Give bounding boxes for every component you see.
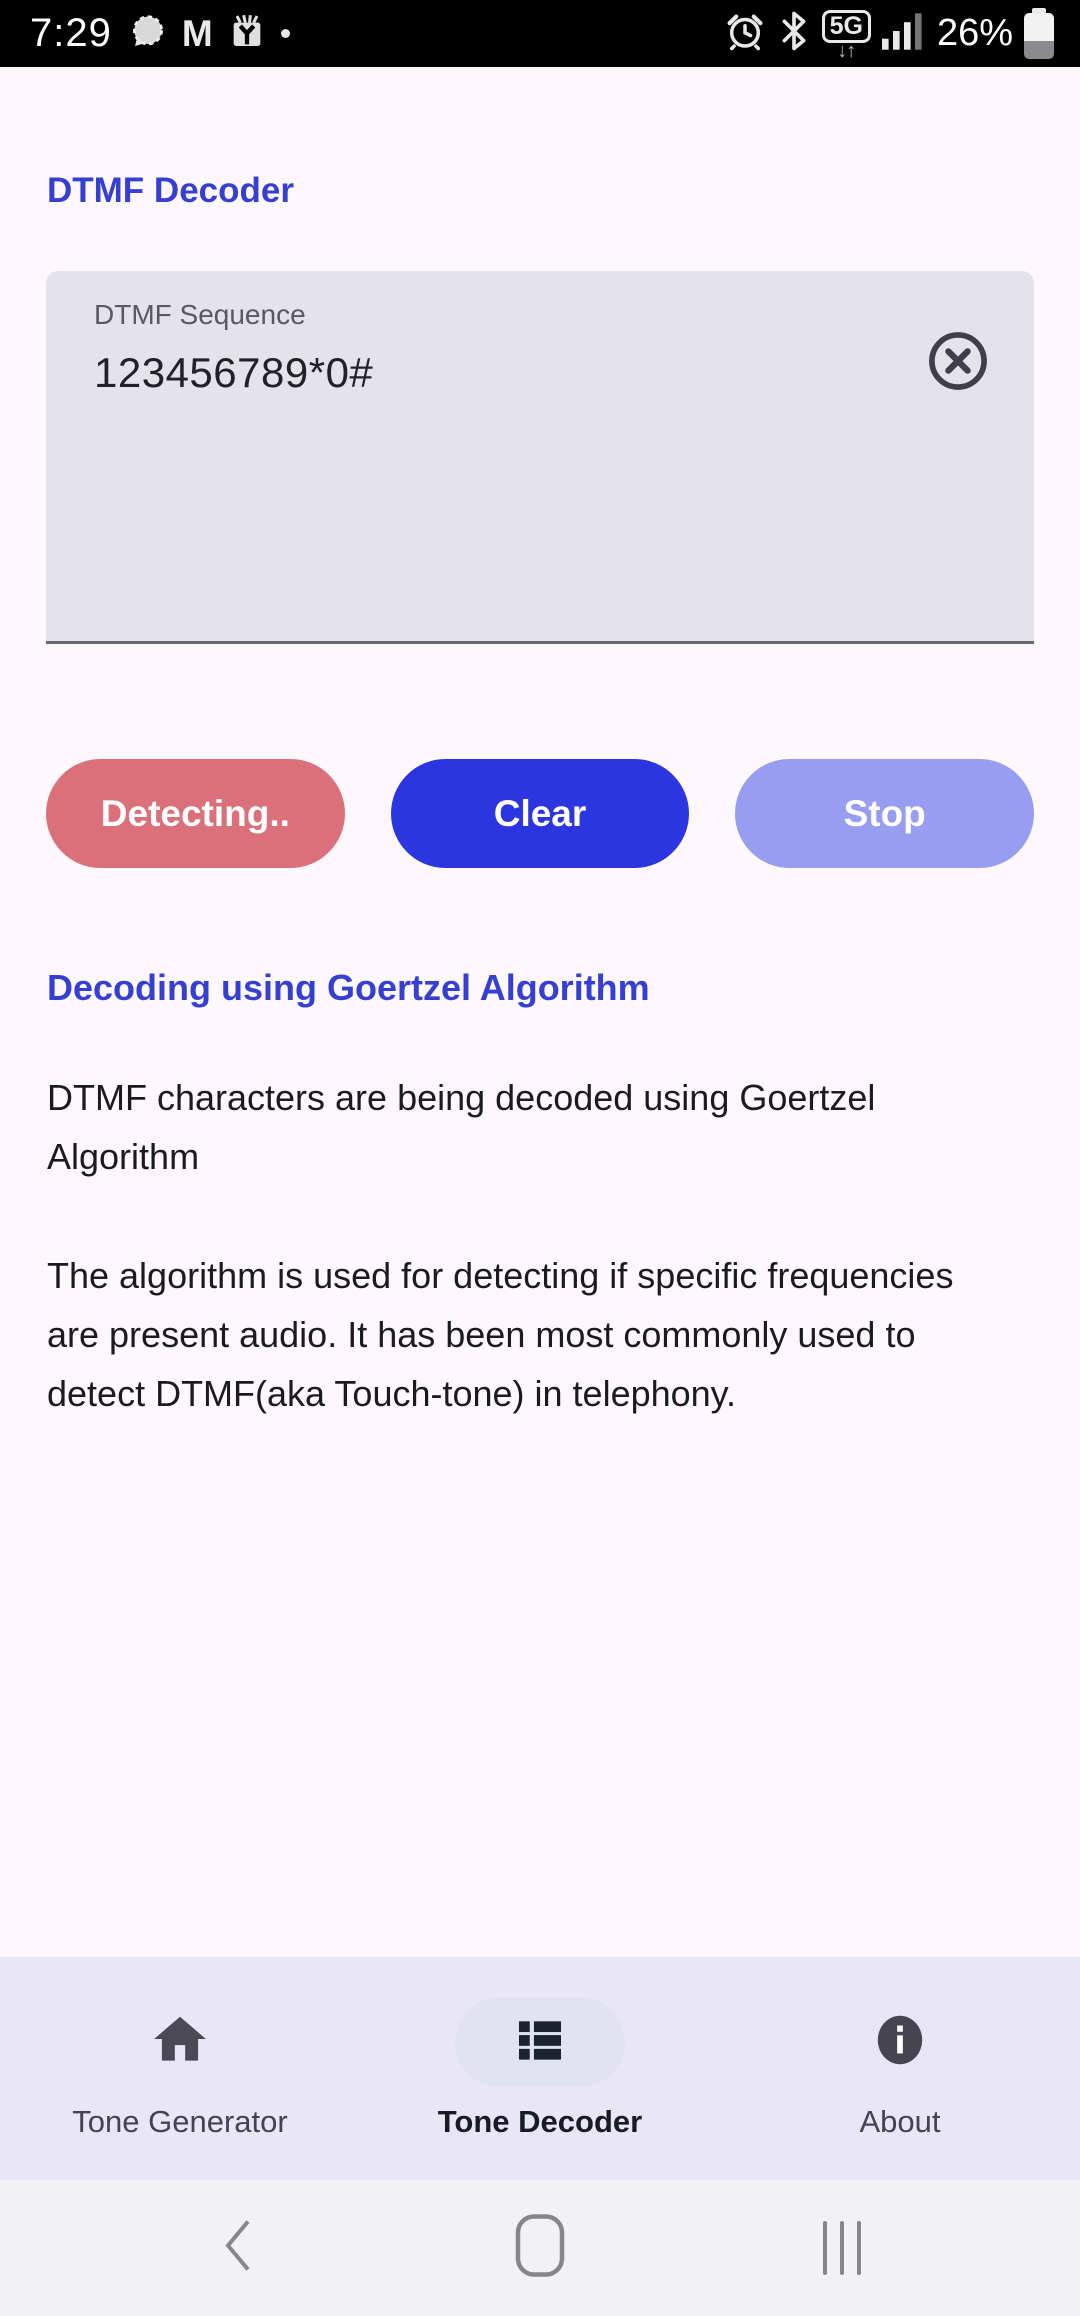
gesture-navigation-bar — [0, 2180, 1080, 2316]
dtmf-sequence-value[interactable]: 123456789*0# — [94, 349, 374, 396]
nav-item-tone-decoder[interactable] — [360, 1997, 720, 2140]
bluetooth-icon — [777, 10, 811, 57]
page-title: DTMF Decoder — [47, 171, 294, 210]
dtmf-sequence-label: DTMF Sequence — [94, 299, 306, 330]
network-type-label: 5G — [822, 10, 871, 43]
recents-lines-icon[interactable] — [823, 2221, 861, 2275]
more-notifications-dot — [281, 29, 290, 38]
back-chevron-icon[interactable] — [218, 2217, 260, 2280]
nav-label-about: About — [859, 2104, 941, 2139]
gmail-icon: M — [181, 13, 213, 54]
battery-icon — [1024, 8, 1054, 60]
battery-percent: 26% — [936, 12, 1013, 54]
info-icon — [869, 2009, 931, 2076]
action-buttons-row — [0, 759, 1080, 868]
signal-app-icon — [128, 11, 168, 56]
nav-label-tone-generator: Tone Generator — [72, 2104, 288, 2139]
list-icon — [512, 2012, 568, 2073]
dtmf-sequence-field[interactable] — [46, 271, 1034, 644]
detecting-button[interactable]: Detecting.. — [46, 759, 345, 868]
active-tab-pill — [455, 1997, 625, 2087]
bottom-navigation — [0, 1957, 1080, 2180]
signal-strength-icon — [882, 10, 926, 57]
info-paragraph-2: The algorithm is used for detecting if specific frequencies are present audio. It has been most commonly used to detect DTMF(aka Touch-tone) in telephony. — [47, 1255, 954, 1414]
stop-button[interactable]: Stop — [735, 759, 1034, 868]
status-bar — [0, 0, 1080, 67]
media-app-icon — [227, 11, 267, 56]
main-content — [0, 67, 1080, 1957]
info-paragraph-1: DTMF characters are being decoded using Goertzel Algorithm — [47, 1077, 876, 1177]
clear-circle-x-icon[interactable] — [924, 327, 992, 395]
algorithm-info-section — [47, 964, 997, 1423]
nav-item-tone-generator[interactable] — [0, 1997, 360, 2140]
section-heading: Decoding using Goertzel Algorithm — [47, 967, 650, 1008]
clear-button[interactable]: Clear — [391, 759, 690, 868]
home-icon — [149, 2009, 211, 2076]
home-squircle-icon[interactable] — [514, 2213, 566, 2284]
nav-label-tone-decoder: Tone Decoder — [437, 2104, 643, 2139]
alarm-icon — [724, 10, 766, 57]
5g-network-icon: 5G ↓↑ — [822, 10, 871, 58]
nav-item-about[interactable] — [720, 1997, 1080, 2140]
clock-time: 7:29 — [30, 11, 112, 55]
